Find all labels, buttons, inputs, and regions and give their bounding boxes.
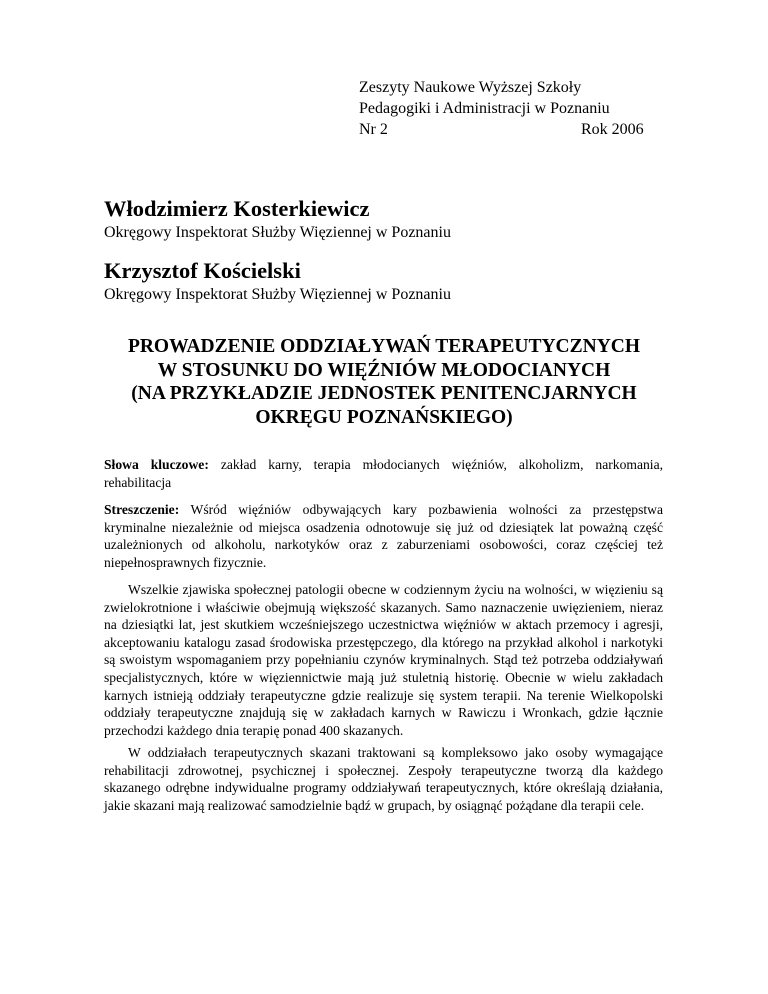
masthead-issue-row xyxy=(359,119,659,140)
abstract-label: Streszczenie: xyxy=(104,502,180,517)
abstract-text: Wśród więźniów odbywających kary pozbawienia wolności za przestępstwa kryminalne niezależnie od miejsca osadzenia odnotowuje się już od dziesiątek lat poważną część uzależnionych od alkoholu, narkotyków oraz z zaburzeniami osobowości, coraz częściej też niepełnosprawnych fizycznie. xyxy=(104,502,663,570)
author-block-2 xyxy=(104,258,664,305)
body-paragraph-1: Wszelkie zjawiska społecznej patologii obecne w codziennym życiu na wolności, w więzieniu są zwielokrotnione i właściwie obejmują większość skazanych. Samo naznaczenie uwięzieniem, nieraz na dziesiątki lat, jest skutkiem wcześniejszego uczestnictwa więźniów w aktach przemocy i agresji, akceptowaniu katalogu zasad środowiska przestępczego, dla którego na przykład alkohol i narkotyki są swoistym wspomaganiem przy popełnianiu czynów kryminalnych. Stąd też potrzeba oddziaływań specjalistycznych, które w więziennictwie mają już stuletnią historię. Obecnie w wielu zakładach karnych istnieją oddziały terapeutyczne gdzie realizuje się system terapii. Na terenie Wielkopolski oddziały terapeutyczne znajdują się w zakładach karnych w Rawiczu i Wronkach, gdzie łącznie przechodzi każdego dnia terapię ponad 400 skazanych. xyxy=(104,582,663,738)
masthead-journal-name: Zeszyty Naukowe Wyższej Szkoły xyxy=(359,79,582,96)
author-name: Włodzimierz Kosterkiewicz xyxy=(104,196,370,221)
article-title-line: (NA PRZYKŁADZIE JEDNOSTEK PENITENCJARNYCH xyxy=(131,383,637,404)
article-title-line: OKRĘGU POZNAŃSKIEGO) xyxy=(255,406,513,428)
author-affiliation: Okręgowy Inspektorat Służby Więziennej w Poznaniu xyxy=(104,224,451,241)
body-paragraph-2: W oddziałach terapeutycznych skazani traktowani są kompleksowo jako osoby wymagające rehabilitacji zdrowotnej, psychicznej i społecznej. Zespoły terapeutyczne tworzą dla każdego skazanego odrębne indywidualne programy oddziaływań terapeutycznych, które określają działania, jakie skazani mają realizować samodzielnie bądź w grupach, by osiągnąć pożądane dla terapii cele. xyxy=(104,745,663,813)
author-affiliation: Okręgowy Inspektorat Służby Więziennej w Poznaniu xyxy=(104,286,451,303)
article-title-line: W STOSUNKU DO WIĘŹNIÓW MŁODOCIANYCH xyxy=(157,359,611,381)
masthead-year: Rok 2006 xyxy=(581,121,644,138)
abstract-section xyxy=(104,501,663,571)
masthead-publisher: Pedagogiki i Administracji w Poznaniu xyxy=(359,100,610,117)
keywords-text: zakład karny, terapia młodocianych więźniów, alkoholizm, narkomania, rehabilitacja xyxy=(104,457,663,490)
author-name: Krzysztof Kościelski xyxy=(104,258,301,283)
article-title-line: PROWADZENIE ODDZIAŁYWAŃ TERAPEUTYCZNYCH xyxy=(127,336,641,357)
author-block-1 xyxy=(104,196,664,243)
journal-masthead xyxy=(359,77,659,140)
keywords-label: Słowa kluczowe: xyxy=(104,457,209,472)
masthead-issue-number: Nr 2 xyxy=(359,121,388,138)
article-title xyxy=(80,335,688,429)
keywords-section xyxy=(104,456,663,491)
